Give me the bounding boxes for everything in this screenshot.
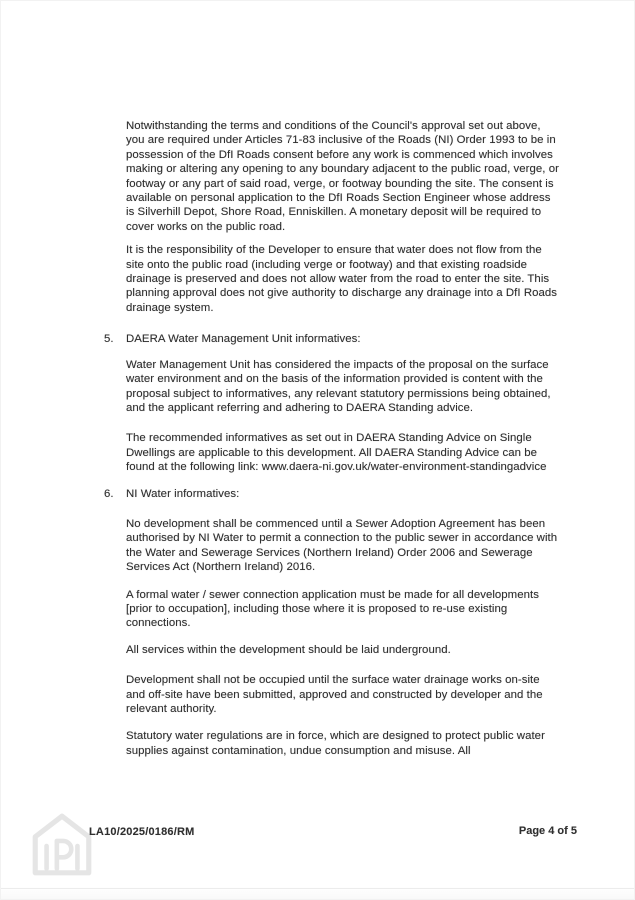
paragraph-recommended-informatives: The recommended informatives as set out in DAERA Standing Advice on Single Dwellings are applicable to this development. All DAERA Standing Advice can be found at the following link: www.daera-ni.gov.uk/water-environment-standingadvice: [126, 432, 547, 474]
page-label-prefix: Page: [518, 825, 546, 837]
scan-bottom-shading: [1, 886, 634, 899]
numbered-heading-daera: [104, 332, 562, 346]
watermark-house-p-icon: [29, 810, 95, 880]
paragraph-services-underground: All services within the development should be laid underground.: [126, 643, 451, 656]
page-number-label: [519, 825, 577, 837]
paragraph-statutory-water-regulations: Statutory water regulations are in force, which are designed to protect public water supplies against contamination, undue consumption and misuse. All: [126, 730, 545, 757]
document-body: [104, 119, 562, 758]
footer-application-reference: LA10/2025/0186/RM: [89, 826, 195, 838]
paragraph-sewer-adoption: No development shall be commenced until a Sewer Adoption Agreement has been authorised by NI Water to permit a connection to the public sewer in accordance with the Water and Sewerage Services (Northern Ireland) Order 2006 and Sewerage Services Act (Northern Ireland) 2016.: [126, 517, 558, 574]
paragraph-surface-water-drainage: Development shall not be occupied until the surface water drainage works on-site and off-site have been submitted, approved and constructed by developer and the relevant authority.: [126, 674, 543, 715]
heading-text: NI Water informatives:: [126, 487, 240, 500]
page-number-total: 5: [570, 825, 577, 837]
numbered-heading-ni-water: [104, 487, 562, 501]
paragraph-roads-consent: Notwithstanding the terms and conditions of the Council's approval set out above, you are required under Articles 71-83 inclusive of the Roads (NI) Order 1993 to be in possession of the DfI Roads consent before any work is commenced which involves making or altering any opening to any boundary adjacent to the public road, verge, or footway or any part of said road, verge, or footway bounding the site. The consent is available on personal application to the DfI Roads Section Engineer whose address is Silverhill Depot, Shore Road, Enniskillen. A monetary deposit will be required to cover works on the public road.: [126, 120, 559, 233]
paragraph-connection-application: A formal water / sewer connection application must be made for all developments [prior to occupation], including those where it is proposed to re-use existing connections.: [126, 588, 539, 630]
page-number-current: 4: [548, 825, 555, 837]
page-label-of: of: [557, 825, 568, 837]
list-number: 6.: [104, 487, 114, 500]
paragraph-developer-responsibility: It is the responsibility of the Developer to ensure that water does not flow from the site onto the public road (including verge or footway) and that existing roadside drainage is preserved and does not allow water from the road to enter the site. This planning approval does not give authority to discharge any drainage into a DfI Roads drainage system.: [126, 244, 557, 314]
heading-text: DAERA Water Management Unit informatives:: [126, 333, 361, 346]
list-number: 5.: [104, 333, 114, 346]
paragraph-water-management-unit: Water Management Unit has considered the impacts of the proposal on the surface water environment and on the basis of the information provided is content with the proposal subject to informatives, any relevant statutory permissions being obtained, and the applicant referring and adhering to DAERA Standing advice.: [126, 358, 551, 414]
